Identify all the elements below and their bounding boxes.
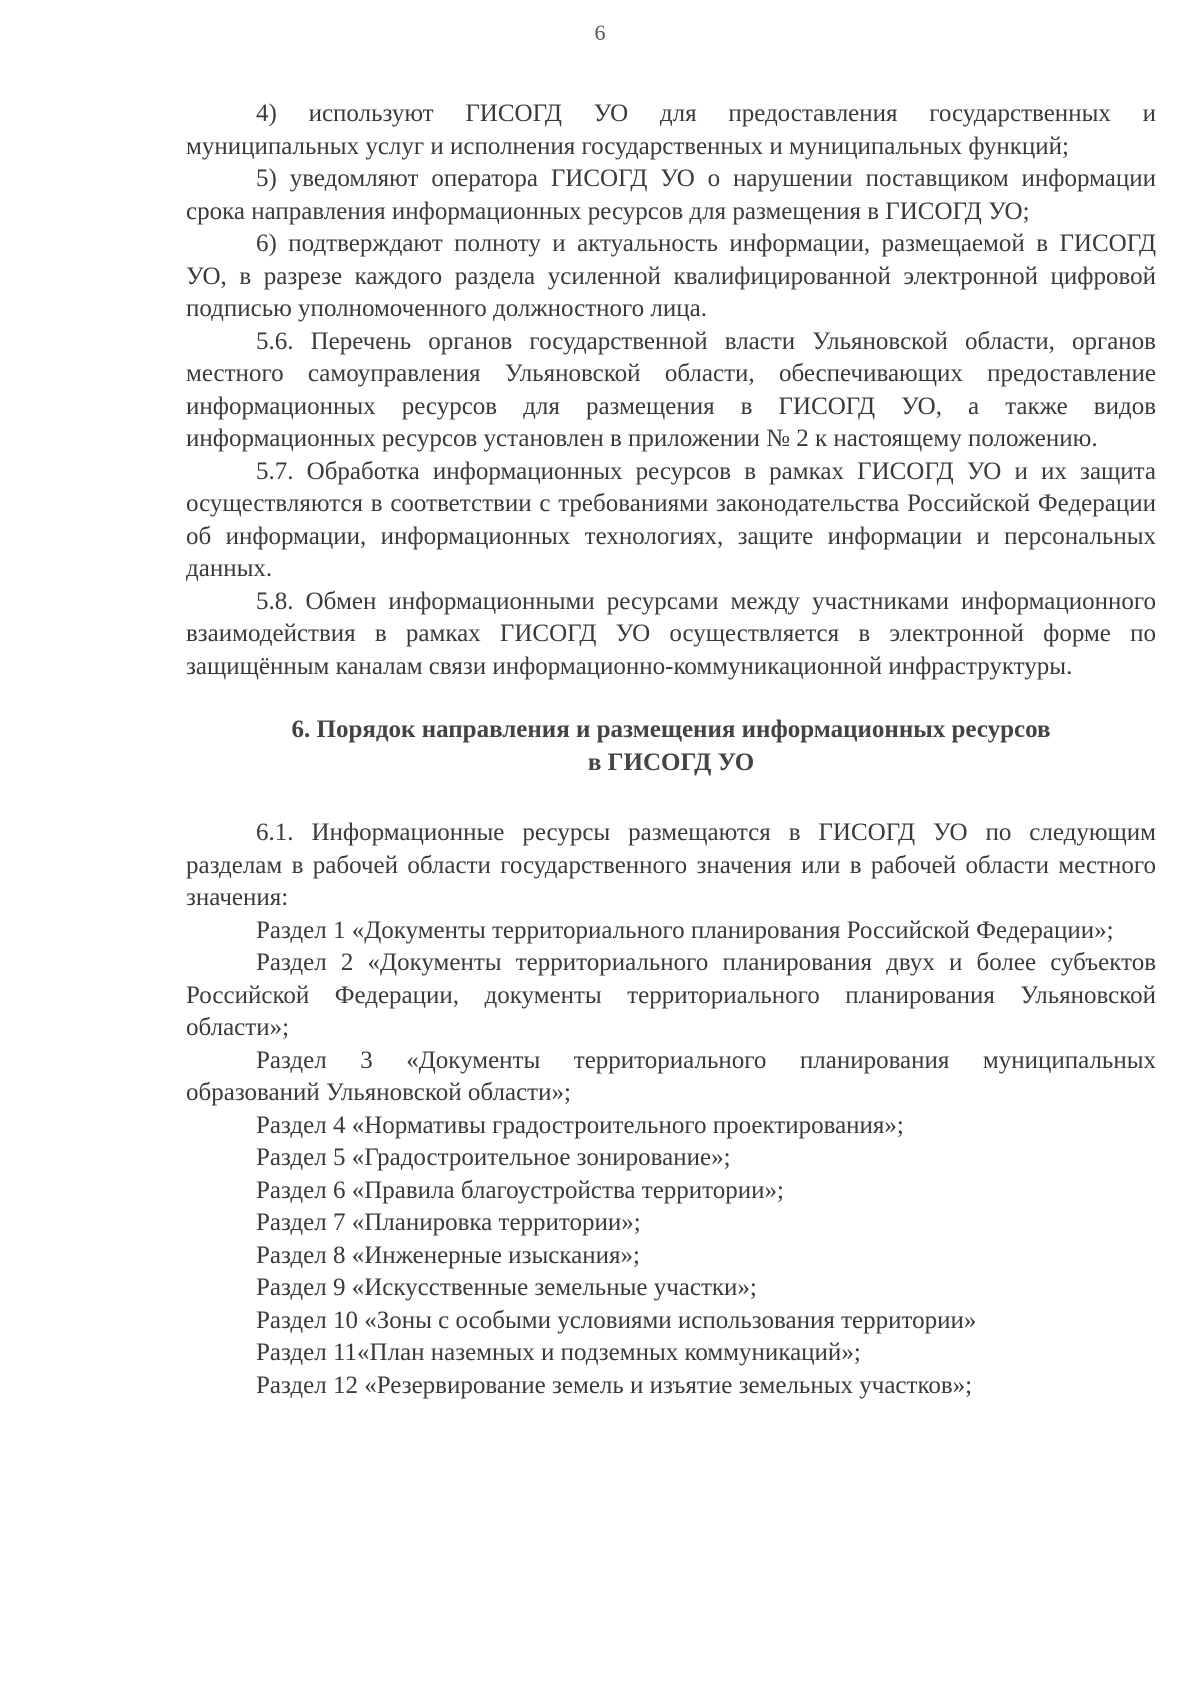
page-number: 6 bbox=[594, 20, 606, 45]
document-body bbox=[186, 98, 1156, 1402]
section-heading-line: в ГИСОГД УО bbox=[587, 749, 755, 776]
list-item: Раздел 5 «Градостроительное зонирование»; bbox=[256, 1144, 731, 1171]
paragraph: 5.8. Обмен информационными ресурсами между участниками информационного взаимодействия в рамках ГИСОГД УО осуществляется в электронной форме по защищённым каналам связи информационно-коммуникационной инфраструктуры. bbox=[186, 587, 1156, 680]
section-list bbox=[186, 915, 1156, 1403]
paragraph: 4) используют ГИСОГД УО для предоставления государственных и муниципальных услуг и исполнения государственных и муниципальных функций; bbox=[186, 100, 1156, 160]
list-item: Раздел 10 «Зоны с особыми условиями использования территории» bbox=[256, 1306, 977, 1334]
paragraph: 6) подтверждают полноту и актуальность информации, размещаемой в ГИСОГД УО, в разрезе каждого раздела усиленной квалифицированной электронной цифровой подписью уполномоченного должностного лица. bbox=[186, 230, 1156, 322]
paragraph: 5) уведомляют оператора ГИСОГД УО о нарушении поставщиком информации срока направления информационных ресурсов для размещения в ГИСОГД УО; bbox=[186, 165, 1156, 225]
list-item: Раздел 6 «Правила благоустройства территории»; bbox=[256, 1176, 784, 1204]
list-item: Раздел 9 «Искусственные земельные участки»; bbox=[256, 1274, 757, 1301]
section-intro: 6.1. Информационные ресурсы размещаются в ГИСОГД УО по следующим разделам в рабочей области государственного значения или в рабочей области местного значения: bbox=[186, 819, 1156, 911]
paragraph: 5.7. Обработка информационных ресурсов в рамках ГИСОГД УО и их защита осуществляются в соответствии с требованиями законодательства Российской Федерации об информации, информационных технологиях, защите информации и персональных данных. bbox=[186, 457, 1156, 582]
list-item: Раздел 1 «Документы территориального планирования Российской Федерации»; bbox=[256, 916, 1114, 944]
list-item: Раздел 8 «Инженерные изыскания»; bbox=[256, 1241, 640, 1269]
paragraph: 5.6. Перечень органов государственной власти Ульяновской области, органов местного самоуправления Ульяновской области, обеспечивающих предоставление информационных ресурсов для размещения в ГИСОГД УО, а также видов информационных ресурсов установлен в приложении № 2 к настоящему положению. bbox=[186, 327, 1156, 452]
list-item: Раздел 3 «Документы территориального планирования муниципальных образований Ульяновской области»; bbox=[186, 1046, 1156, 1106]
list-item: Раздел 12 «Резервирование земель и изъятие земельных участков»; bbox=[256, 1371, 973, 1399]
section-heading bbox=[186, 713, 1156, 779]
list-item: Раздел 4 «Нормативы градостроительного проектирования»; bbox=[256, 1111, 904, 1139]
section-heading-line: 6. Порядок направления и размещения информационных ресурсов bbox=[291, 716, 1051, 743]
list-item: Раздел 11«План наземных и подземных коммуникаций»; bbox=[256, 1339, 861, 1366]
list-item: Раздел 7 «Планировка территории»; bbox=[256, 1209, 641, 1236]
list-item: Раздел 2 «Документы территориального планирования двух и более субъектов Российской Федерации, документы территориального планирования Ульяновской области»; bbox=[186, 949, 1156, 1041]
